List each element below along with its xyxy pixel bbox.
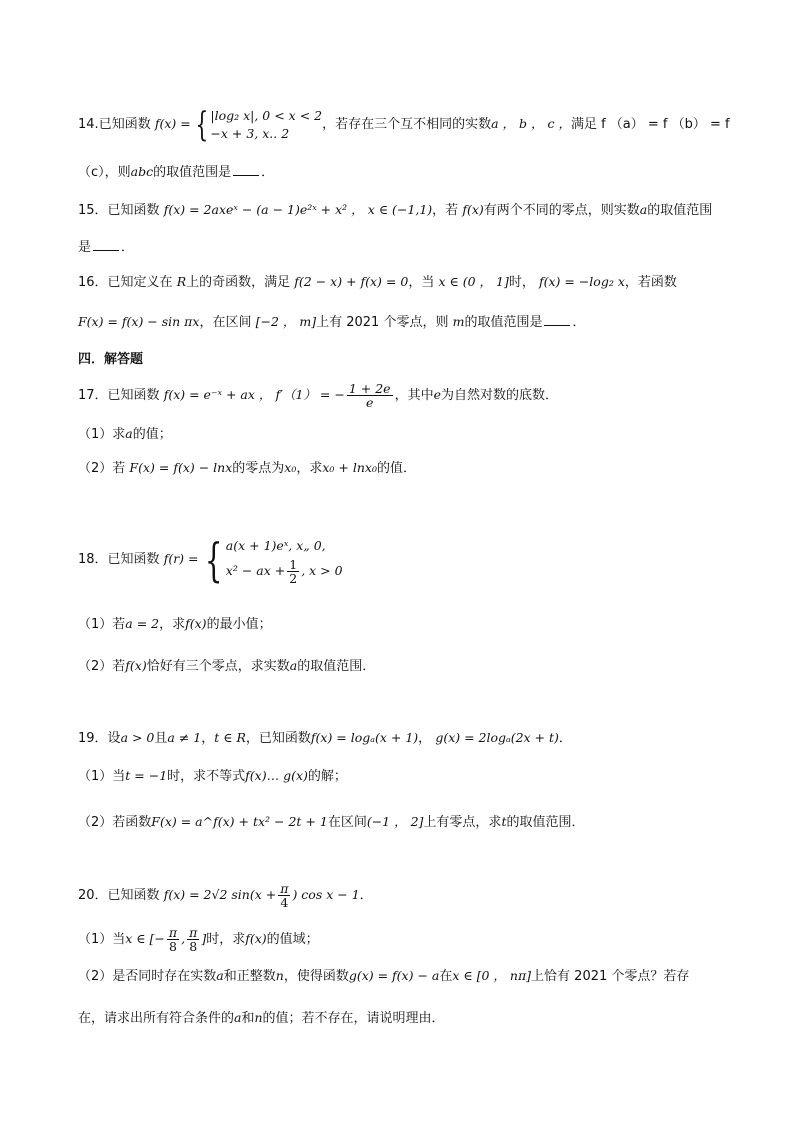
q19-line1 [78,728,724,749]
q19-fx: f(x) = logₐ(x + 1) [310,730,419,745]
q14-line2b: 的取值范围是 [153,165,232,180]
q14-case2: −x + 3, x.. 2 [210,125,290,141]
q15-mid2: 有两个不同的零点，则实数 [483,203,640,218]
q16-interval: [−2 ， m] [255,314,317,329]
q18-case1: a(x + 1)eˣ, x„ 0, [225,538,326,553]
q14-vars: a ， b ， c ， [491,116,571,131]
q14-case1: |log₂ x|, 0 < x < 2 [210,107,323,123]
q16-t5: ，若函数 [624,275,677,290]
q16-t2: 上的奇函数，满足 [186,275,291,290]
q19-t5: ， [418,731,432,746]
q19-p1a: （1）当 [78,769,126,784]
q16-t7: 上有 2021 个零点，则 [316,315,449,330]
q17-p2c: ，求 [296,461,323,476]
q20-p1b: 时，求 [206,932,246,947]
q16-Fx: F(x) = f(x) − sin πx [78,314,200,329]
q14-end: ． [261,165,275,180]
q17-p2b: 的零点为 [232,461,285,476]
q17-p1a: （1）求 [78,427,126,442]
q19-p2t: t [501,814,507,829]
q20-p2v2: n [275,968,284,983]
q20-p1dom-a: x ∈ [− [125,931,165,946]
q19-p1c: 的解； [307,769,347,784]
q18-p1c: 的最小值； [206,617,272,632]
q20-p1c: 的值域； [266,932,319,947]
q19-part2 [78,812,724,833]
q17-p2f: F(x) = f(x) − lnx [129,460,233,475]
q15-a: a [639,202,648,217]
q17-line1 [78,380,724,411]
q18-p2c: 的取值范围． [297,659,376,674]
q19-end: ． [558,731,572,746]
q15-line2: 是 [78,240,92,255]
q20-p2line2a: 在，请求出所有符合条件的 [78,1011,235,1026]
q20-frac1 [167,926,179,953]
q20-p1f: f(x) [245,931,267,946]
q19-p2b: 在区间 [327,815,367,830]
q18-p1f: f(x) [185,616,207,631]
q19-t2: 且 [154,731,168,746]
q17-frac-num: 1 + 2e [348,381,391,396]
q14-cases [210,107,322,143]
q17-p2expr: x₀ + lnx₀ [322,460,377,475]
q20-p2line2c: 的值；若不存在，请说明理由． [262,1011,445,1026]
q19-t4: ，已知函数 [245,731,311,746]
q20-p2c: ，使得函数 [283,969,349,984]
q19-p1b: 时，求不等式 [167,769,246,784]
q16-t3: ，当 [408,275,435,290]
q20-p2g: g(x) = f(x) − a [348,968,440,983]
q19-gx: g(x) = 2logₐ(2x + t) [435,730,559,745]
q19-p2c: 上有零点，求 [423,815,502,830]
q17-number: 17． [78,388,108,403]
q15-end: ． [121,240,135,255]
q19-p2F: F(x) = a^f(x) + tx² − 2t + 1 [151,814,328,829]
q20-p2d: 在 [439,969,453,984]
q16-R: R [176,274,187,289]
q15-number: 15． [78,203,108,218]
q16-domain: x ∈ (0 ， 1] [438,274,509,289]
q18-p2f: f(x) [125,658,147,673]
q18-case2a: x² − ax + [225,563,286,578]
q20-prefix: 已知函数 [107,888,160,903]
q20-frac1-num: π [168,925,178,940]
q19-p2d: 的取值范围． [506,815,585,830]
q20-p1dom-c: ] [201,931,207,946]
q16-line2 [78,312,724,333]
q20-frac-num: π [280,881,289,896]
q14-abc: abc [130,164,154,179]
q20-line1 [78,880,724,911]
q19-t3: ， [201,731,215,746]
q17-tail: ，其中 [394,388,434,403]
q20-fx-a: f(x) = 2√2 sin(x + [163,887,277,902]
q15-mid: ，若 [432,203,459,218]
q20-frac1-den: 8 [169,939,177,954]
q18-p1b: ，求 [159,617,186,632]
q20-fx-b: ) cos x − 1 [292,887,360,902]
q16-t1: 已知定义在 [107,275,173,290]
q14-line1 [78,104,730,145]
q20-part2-line2 [78,1008,724,1029]
q17-fraction [347,382,393,409]
q18-brace: { [204,532,222,587]
q18-part1 [78,614,724,635]
q20-frac2-num: π [189,925,198,940]
q17-e: e [433,387,441,402]
q18-number: 18． [78,552,108,567]
q20-frac [278,882,290,909]
q20-p2b: 和正整数 [223,969,276,984]
q19-p1eq: t = −1 [125,768,168,783]
q18-cases [226,534,343,585]
q18-frac [287,558,299,585]
q14-mid: ，若存在三个互不相同的实数 [322,117,492,132]
q16-fx: f(x) = −log₂ x [538,274,625,289]
q18-prefix: 已知函数 [107,552,160,567]
q16-number: 16． [78,275,108,290]
q14-answer-blank [233,163,259,176]
q17-prefix: 已知函数 [107,388,160,403]
q15-answer-blank [93,238,119,251]
q17-part1 [78,424,724,445]
q20-end: ． [359,888,373,903]
q18-fx: f(r) = [163,551,199,566]
q19-p2a: （2）若函数 [78,815,152,830]
q20-p2v1: a [216,968,224,983]
q14-prefix: 已知函数 [98,117,151,132]
q15-line1 [78,200,724,221]
q20-part1 [78,924,724,955]
q20-p2line2b: 和 [241,1011,255,1026]
q19-t1: 设 [107,731,121,746]
q16-t4: 时， [508,275,535,290]
q16-eq: f(2 − x) + f(x) = 0 [294,274,409,289]
q14-line2a: （c），则 [78,165,131,180]
q14-brace: { [195,104,209,145]
q19-p1ineq: f(x)… g(x) [245,768,308,783]
q18-p1a: （1）若 [78,617,126,632]
q19-c3: t ∈ R [214,730,246,745]
q17-frac-den: e [366,395,374,410]
q14-tail: 满足 f （a） = f （b） = f [570,117,730,132]
q20-frac2-den: 8 [189,939,198,954]
q14-number: 14. [78,117,99,132]
q20-part2 [78,966,724,987]
q19-c2: a ≠ 1 [167,730,202,745]
q20-p2e: 上恰有 2021 个零点？若存 [531,969,690,984]
q20-p1a: （1）当 [78,932,126,947]
q18-part2 [78,656,724,677]
q14-line2 [78,162,724,183]
q20-p2dom: x ∈ [0 ， nπ] [452,968,532,983]
q18-line1 [78,530,724,589]
q18-p2b: 恰好有三个零点，求实数 [146,659,290,674]
q14-fx: f(x) = [154,116,191,131]
section-heading: 四．解答题 [78,352,144,367]
q20-number: 20． [78,888,108,903]
q18-frac-den: 2 [289,571,298,586]
q19-part1 [78,766,724,787]
q18-p2a: （2）若 [78,659,126,674]
q18-p2v: a [289,658,298,673]
q20-p2a: （2）是否同时存在实数 [78,969,217,984]
q17-p1b: 的值； [132,427,172,442]
q16-m: m [452,314,465,329]
q17-p2d: 的值． [376,461,416,476]
q17-p2x0: x₀ [284,460,297,475]
q19-p2int: (−1 ， 2] [366,814,424,829]
q16-line1 [78,272,724,293]
q18-p1eq: a = 2 [125,616,160,631]
q20-p2line2v1: a [234,1010,242,1025]
q16-answer-blank [544,313,570,326]
q15-line2 [78,238,724,258]
q20-frac-den: 4 [280,895,289,910]
q18-frac-num: 1 [289,557,298,572]
q20-p2line2v2: n [254,1010,263,1025]
q16-end: ． [572,315,586,330]
q17-tail2: 为自然对数的底数． [441,388,559,403]
q18-case2b: , x > 0 [301,563,343,578]
q15-domain: x ∈ (−1,1) [367,202,433,217]
q20-frac2 [187,926,199,953]
q17-part2 [78,458,724,479]
q16-t8: 的取值范围是 [464,315,543,330]
q16-t6: ，在区间 [199,315,252,330]
q15-tail: 的取值范围 [647,203,713,218]
q17-p2a: （2）若 [78,461,126,476]
q20-p1dom-b: , [181,931,186,946]
q17-fx: f(x) = e⁻ˣ + ax ， [163,387,272,402]
q17-p1v: a [125,426,133,441]
q15-fx: f(x) = 2axeˣ − (a − 1)e²ˣ + x² ， [163,202,364,217]
q15-fx2: f(x) [462,202,484,217]
q15-prefix: 已知函数 [107,203,160,218]
q19-c1: a > 0 [120,730,155,745]
q17-fprime: f′（1） = − [275,387,345,402]
q19-number: 19． [78,731,108,746]
